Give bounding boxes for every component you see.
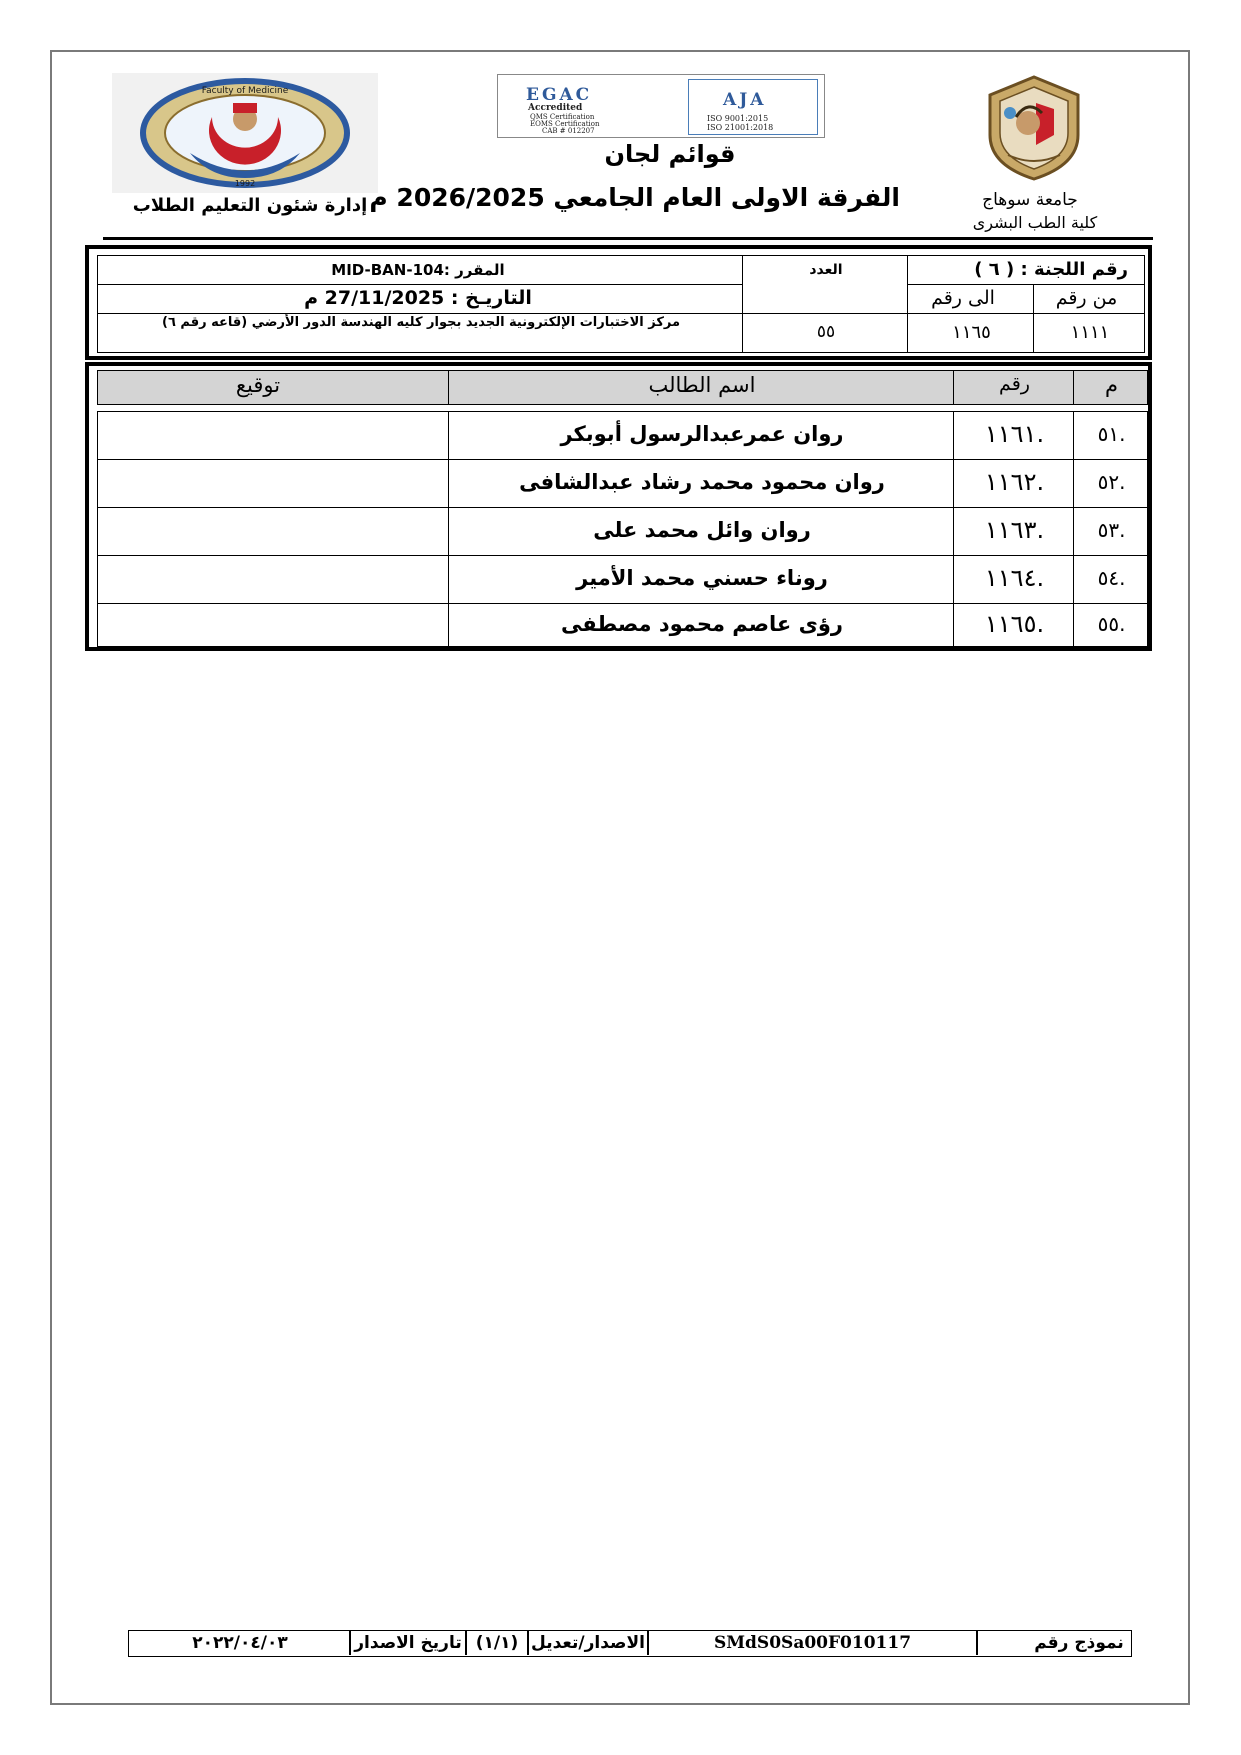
- student-number: .١١٦١: [984, 420, 1045, 448]
- student-name: روان وائل محمد على: [593, 518, 811, 542]
- table-row-signature[interactable]: [97, 411, 449, 460]
- to-label: الى رقم: [931, 287, 995, 309]
- form-number-label: نموذج رقم: [1034, 1633, 1124, 1653]
- student-serial: .٥٣: [1097, 518, 1126, 542]
- table-row-name-cell: [448, 555, 954, 604]
- student-name: روان محمود محمد رشاد عبدالشافى: [519, 470, 885, 494]
- university-name: جامعة سوهاج: [982, 190, 1078, 210]
- footer-divider: [527, 1631, 529, 1655]
- egac-eoms: EOMS Certification: [530, 120, 600, 128]
- page-subtitle: الفرقة الاولى العام الجامعي 2026/2025 م: [369, 183, 900, 212]
- faculty-of-medicine-logo: [112, 73, 378, 193]
- egac-label: EGAC: [526, 85, 593, 105]
- sohag-university-logo: [978, 73, 1090, 183]
- serial-header: م: [1104, 373, 1118, 397]
- from-label-cell: [1033, 284, 1145, 314]
- student-name: رؤى عاصم محمود مصطفى: [561, 612, 843, 636]
- footer-divider: [647, 1631, 649, 1655]
- table-row-number-cell: [953, 459, 1074, 508]
- header-divider: [103, 237, 1153, 240]
- issue-date-label: تاريخ الاصدار: [354, 1633, 462, 1653]
- number-header-cell: [953, 370, 1074, 405]
- serial-header-cell: [1073, 370, 1148, 405]
- department-name: إدارة شئون التعليم الطلاب: [132, 195, 368, 216]
- student-name: روان عمرعبدالرسول أبوبكر: [560, 422, 844, 446]
- logo-caption: Faculty of Medicine: [201, 86, 289, 96]
- footer-divider: [465, 1631, 467, 1655]
- from-label: من رقم: [1055, 287, 1118, 309]
- to-value: ١١٦٥: [952, 322, 991, 343]
- table-row-serial-cell: [1073, 507, 1148, 556]
- faculty-name: كلية الطب البشرى: [972, 213, 1098, 232]
- signature-header: توقيع: [235, 373, 281, 397]
- student-name: روناء حسني محمد الأمير: [576, 566, 828, 590]
- table-row-number-cell: [953, 555, 1074, 604]
- location-cell: [97, 313, 743, 353]
- table-row-signature[interactable]: [97, 603, 449, 647]
- student-number: .١١٦٤: [984, 564, 1045, 592]
- table-row-signature[interactable]: [97, 555, 449, 604]
- student-serial: .٥٢: [1097, 470, 1126, 494]
- certification-logos: [497, 74, 825, 138]
- to-label-cell: [907, 284, 1034, 314]
- student-serial: .٥٥: [1097, 612, 1126, 636]
- committee-info-table: [85, 245, 1152, 360]
- from-value: ١١١١: [1070, 322, 1110, 343]
- form-footer: [128, 1630, 1132, 1657]
- table-row-number-cell: [953, 603, 1074, 647]
- aja-label: AJA: [723, 90, 767, 110]
- aja-iso-21001: ISO 21001:2018: [707, 123, 774, 132]
- footer-divider: [349, 1631, 351, 1655]
- table-row-serial-cell: [1073, 459, 1148, 508]
- count-value: ٥٥: [816, 322, 836, 342]
- issue-date: ٢٠٢٢/٠٤/٠٣: [192, 1633, 288, 1653]
- footer-divider: [976, 1631, 978, 1655]
- table-row-number-cell: [953, 507, 1074, 556]
- exam-location: مركز الاختبارات الإلكترونية الجديد بجوار كليه الهندسة الدور الأرضي (قاعه رقم ٦): [161, 315, 681, 330]
- table-row-serial-cell: [1073, 411, 1148, 460]
- student-serial: .٥١: [1097, 422, 1126, 446]
- aja-iso-9001: ISO 9001:2015: [707, 114, 769, 123]
- student-number: .١١٦٥: [984, 610, 1045, 638]
- table-row-number-cell: [953, 411, 1074, 460]
- egac-qms: QMS Certification: [530, 113, 595, 121]
- committee-number: رقم اللجنة : ( ٦ ): [974, 259, 1128, 280]
- students-table: [85, 362, 1152, 651]
- signature-header-cell: [97, 370, 449, 405]
- course-code: المقرر :MID-BAN-104: [331, 261, 505, 279]
- committee-number-cell: [907, 255, 1145, 285]
- course-cell: [97, 255, 743, 285]
- count-label-cell: [742, 255, 908, 314]
- egac-cab: CAB # 012207: [542, 127, 595, 135]
- logo-year: 1992: [234, 179, 256, 188]
- edition-value: (١/١): [475, 1633, 519, 1653]
- edition-label: الاصدار/تعديل: [531, 1633, 645, 1653]
- count-value-cell: [742, 313, 908, 353]
- page-title: قوائم لجان: [604, 140, 736, 168]
- table-row-serial-cell: [1073, 603, 1148, 647]
- exam-date: التاريـخ : 27/11/2025 م: [304, 287, 532, 309]
- name-header-cell: [448, 370, 954, 405]
- table-row-serial-cell: [1073, 555, 1148, 604]
- table-row-name-cell: [448, 411, 954, 460]
- table-row-signature[interactable]: [97, 507, 449, 556]
- table-row-name-cell: [448, 507, 954, 556]
- count-label: العدد: [809, 262, 843, 278]
- to-value-cell: [907, 313, 1034, 353]
- name-header: اسم الطالب: [648, 373, 756, 397]
- egac-accredited: Accredited: [528, 103, 583, 113]
- student-number: .١١٦٣: [984, 516, 1045, 544]
- table-row-signature[interactable]: [97, 459, 449, 508]
- number-header: رقم: [999, 373, 1030, 395]
- table-row-name-cell: [448, 603, 954, 647]
- from-value-cell: [1033, 313, 1145, 353]
- date-cell: [97, 284, 743, 314]
- table-row-name-cell: [448, 459, 954, 508]
- student-serial: .٥٤: [1097, 566, 1126, 590]
- student-number: .١١٦٢: [984, 468, 1045, 496]
- form-code: SMdS0Sa00F010117: [713, 1633, 912, 1653]
- egac-accredited-logo: [506, 79, 656, 133]
- aja-logo: [688, 79, 818, 135]
